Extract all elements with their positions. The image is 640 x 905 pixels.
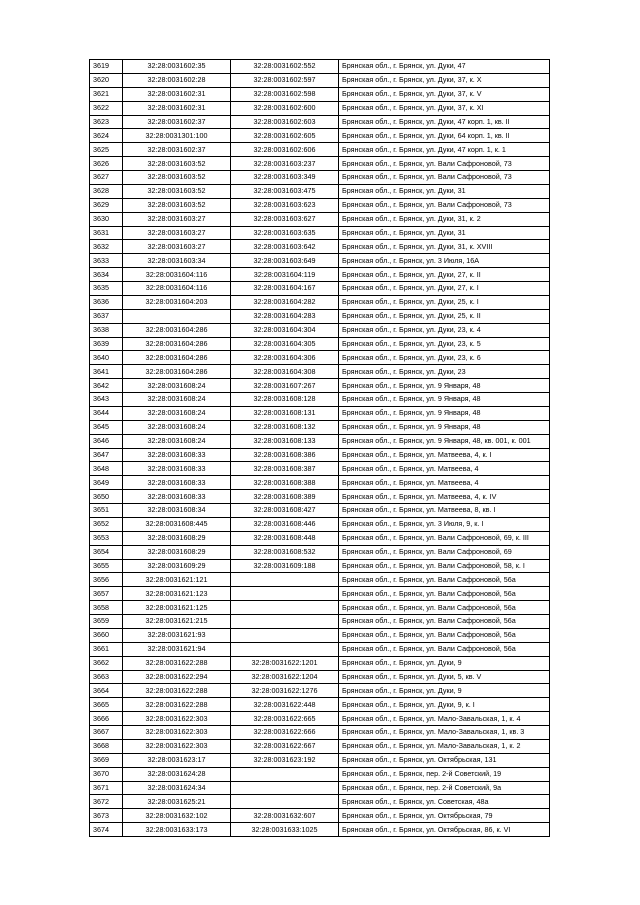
row-number-cell: 3667 xyxy=(90,726,123,740)
building-cadastral-number-cell: 32:28:0031622:1201 xyxy=(231,656,339,670)
row-number-cell: 3663 xyxy=(90,670,123,684)
address-cell: Брянская обл., г. Брянск, пер. 2-й Советский, 9а xyxy=(339,781,550,795)
land-cadastral-number-cell: 32:28:0031603:52 xyxy=(123,171,231,185)
row-number-cell: 3669 xyxy=(90,753,123,767)
row-number-cell: 3665 xyxy=(90,698,123,712)
building-cadastral-number-cell xyxy=(231,795,339,809)
land-cadastral-number-cell: 32:28:0031604:286 xyxy=(123,351,231,365)
row-number-cell: 3643 xyxy=(90,393,123,407)
row-number-cell: 3624 xyxy=(90,129,123,143)
land-cadastral-number-cell: 32:28:0031603:27 xyxy=(123,212,231,226)
address-cell: Брянская обл., г. Брянск, ул. Дуки, 64 корп. 1, кв. II xyxy=(339,129,550,143)
row-number-cell: 3636 xyxy=(90,295,123,309)
building-cadastral-number-cell: 32:28:0031604:304 xyxy=(231,323,339,337)
table-row xyxy=(90,309,550,323)
address-cell: Брянская обл., г. Брянск, ул. Дуки, 27, к. I xyxy=(339,282,550,296)
address-cell: Брянская обл., г. Брянск, ул. Матвеева, 4 xyxy=(339,476,550,490)
table-row xyxy=(90,795,550,809)
land-cadastral-number-cell: 32:28:0031621:215 xyxy=(123,615,231,629)
row-number-cell: 3620 xyxy=(90,73,123,87)
table-row xyxy=(90,87,550,101)
table-row xyxy=(90,434,550,448)
row-number-cell: 3658 xyxy=(90,601,123,615)
building-cadastral-number-cell: 32:28:0031604:305 xyxy=(231,337,339,351)
land-cadastral-number-cell: 32:28:0031608:24 xyxy=(123,393,231,407)
address-cell: Брянская обл., г. Брянск, ул. 9 Января, 48 xyxy=(339,393,550,407)
row-number-cell: 3619 xyxy=(90,60,123,74)
building-cadastral-number-cell: 32:28:0031602:606 xyxy=(231,143,339,157)
table-row xyxy=(90,393,550,407)
address-cell: Брянская обл., г. Брянск, ул. Матвеева, 8, кв. I xyxy=(339,504,550,518)
address-cell: Брянская обл., г. Брянск, ул. Дуки, 5, кв. V xyxy=(339,670,550,684)
table-row xyxy=(90,531,550,545)
row-number-cell: 3642 xyxy=(90,379,123,393)
building-cadastral-number-cell: 32:28:0031622:448 xyxy=(231,698,339,712)
row-number-cell: 3649 xyxy=(90,476,123,490)
table-row xyxy=(90,615,550,629)
address-cell: Брянская обл., г. Брянск, ул. Вали Сафроновой, 58, к. I xyxy=(339,559,550,573)
address-cell: Брянская обл., г. Брянск, ул. 9 Января, 48 xyxy=(339,420,550,434)
table-row xyxy=(90,101,550,115)
address-cell: Брянская обл., г. Брянск, ул. Дуки, 31 xyxy=(339,226,550,240)
land-cadastral-number-cell: 32:28:0031603:27 xyxy=(123,240,231,254)
building-cadastral-number-cell: 32:28:0031604:283 xyxy=(231,309,339,323)
address-cell: Брянская обл., г. Брянск, ул. Дуки, 9 xyxy=(339,656,550,670)
land-cadastral-number-cell: 32:28:0031608:24 xyxy=(123,434,231,448)
building-cadastral-number-cell: 32:28:0031603:237 xyxy=(231,157,339,171)
building-cadastral-number-cell: 32:28:0031608:388 xyxy=(231,476,339,490)
address-cell: Брянская обл., г. Брянск, ул. Мало-Завальская, 1, к. 2 xyxy=(339,739,550,753)
row-number-cell: 3670 xyxy=(90,767,123,781)
land-cadastral-number-cell: 32:28:0031602:37 xyxy=(123,115,231,129)
row-number-cell: 3672 xyxy=(90,795,123,809)
land-cadastral-number-cell: 32:28:0031604:286 xyxy=(123,323,231,337)
row-number-cell: 3625 xyxy=(90,143,123,157)
land-cadastral-number-cell: 32:28:0031622:303 xyxy=(123,739,231,753)
address-cell: Брянская обл., г. Брянск, ул. Дуки, 27, к. II xyxy=(339,268,550,282)
table-row xyxy=(90,351,550,365)
row-number-cell: 3648 xyxy=(90,462,123,476)
building-cadastral-number-cell: 32:28:0031632:607 xyxy=(231,809,339,823)
address-cell: Брянская обл., г. Брянск, ул. 9 Января, 48, кв. 001, к. 001 xyxy=(339,434,550,448)
building-cadastral-number-cell: 32:28:0031608:427 xyxy=(231,504,339,518)
table-row xyxy=(90,781,550,795)
land-cadastral-number-cell: 32:28:0031622:303 xyxy=(123,726,231,740)
land-cadastral-number-cell: 32:28:0031622:294 xyxy=(123,670,231,684)
land-cadastral-number-cell: 32:28:0031623:17 xyxy=(123,753,231,767)
row-number-cell: 3627 xyxy=(90,171,123,185)
land-cadastral-number-cell: 32:28:0031603:52 xyxy=(123,184,231,198)
row-number-cell: 3664 xyxy=(90,684,123,698)
land-cadastral-number-cell: 32:28:0031301:100 xyxy=(123,129,231,143)
building-cadastral-number-cell: 32:28:0031603:642 xyxy=(231,240,339,254)
row-number-cell: 3622 xyxy=(90,101,123,115)
table-row xyxy=(90,545,550,559)
address-cell: Брянская обл., г. Брянск, ул. 3 Июля, 9, к. I xyxy=(339,517,550,531)
address-cell: Брянская обл., г. Брянск, ул. Вали Сафроновой, 56а xyxy=(339,642,550,656)
row-number-cell: 3645 xyxy=(90,420,123,434)
land-cadastral-number-cell: 32:28:0031609:29 xyxy=(123,559,231,573)
table-row xyxy=(90,268,550,282)
address-cell: Брянская обл., г. Брянск, ул. Вали Сафроновой, 56а xyxy=(339,615,550,629)
building-cadastral-number-cell: 32:28:0031608:128 xyxy=(231,393,339,407)
land-cadastral-number-cell: 32:28:0031603:52 xyxy=(123,198,231,212)
building-cadastral-number-cell xyxy=(231,628,339,642)
address-cell: Брянская обл., г. Брянск, ул. Советская, 48а xyxy=(339,795,550,809)
building-cadastral-number-cell: 32:28:0031622:665 xyxy=(231,712,339,726)
address-cell: Брянская обл., г. Брянск, ул. Дуки, 47 корп. 1, к. 1 xyxy=(339,143,550,157)
land-cadastral-number-cell: 32:28:0031624:28 xyxy=(123,767,231,781)
row-number-cell: 3657 xyxy=(90,587,123,601)
address-cell: Брянская обл., г. Брянск, ул. Октябрьская, 131 xyxy=(339,753,550,767)
row-number-cell: 3644 xyxy=(90,406,123,420)
table-row xyxy=(90,184,550,198)
land-cadastral-number-cell: 32:28:0031622:288 xyxy=(123,656,231,670)
building-cadastral-number-cell: 32:28:0031603:475 xyxy=(231,184,339,198)
land-cadastral-number-cell: 32:28:0031602:35 xyxy=(123,60,231,74)
address-cell: Брянская обл., г. Брянск, ул. 9 Января, 48 xyxy=(339,379,550,393)
land-cadastral-number-cell: 32:28:0031625:21 xyxy=(123,795,231,809)
table-row xyxy=(90,739,550,753)
address-cell: Брянская обл., г. Брянск, ул. Вали Сафроновой, 73 xyxy=(339,157,550,171)
row-number-cell: 3637 xyxy=(90,309,123,323)
address-cell: Брянская обл., г. Брянск, ул. Октябрьская, 86, к. VI xyxy=(339,823,550,837)
building-cadastral-number-cell: 32:28:0031604:119 xyxy=(231,268,339,282)
address-cell: Брянская обл., г. Брянск, ул. Вали Сафроновой, 73 xyxy=(339,198,550,212)
row-number-cell: 3635 xyxy=(90,282,123,296)
row-number-cell: 3671 xyxy=(90,781,123,795)
address-cell: Брянская обл., г. Брянск, ул. Матвеева, 4, к. I xyxy=(339,448,550,462)
building-cadastral-number-cell: 32:28:0031602:598 xyxy=(231,87,339,101)
land-cadastral-number-cell: 32:28:0031621:125 xyxy=(123,601,231,615)
row-number-cell: 3626 xyxy=(90,157,123,171)
land-cadastral-number-cell: 32:28:0031622:288 xyxy=(123,684,231,698)
table-row xyxy=(90,282,550,296)
land-cadastral-number-cell: 32:28:0031608:34 xyxy=(123,504,231,518)
table-row xyxy=(90,726,550,740)
table-row xyxy=(90,240,550,254)
building-cadastral-number-cell: 32:28:0031633:1025 xyxy=(231,823,339,837)
row-number-cell: 3662 xyxy=(90,656,123,670)
building-cadastral-number-cell: 32:28:0031602:597 xyxy=(231,73,339,87)
row-number-cell: 3650 xyxy=(90,490,123,504)
row-number-cell: 3666 xyxy=(90,712,123,726)
address-cell: Брянская обл., г. Брянск, ул. 9 Января, 48 xyxy=(339,406,550,420)
row-number-cell: 3652 xyxy=(90,517,123,531)
address-cell: Брянская обл., г. Брянск, ул. Дуки, 47 xyxy=(339,60,550,74)
land-cadastral-number-cell: 32:28:0031608:24 xyxy=(123,420,231,434)
address-cell: Брянская обл., г. Брянск, ул. Октябрьская, 79 xyxy=(339,809,550,823)
table-row xyxy=(90,573,550,587)
building-cadastral-number-cell: 32:28:0031608:448 xyxy=(231,531,339,545)
table-row xyxy=(90,476,550,490)
row-number-cell: 3631 xyxy=(90,226,123,240)
table-row xyxy=(90,753,550,767)
building-cadastral-number-cell: 32:28:0031603:649 xyxy=(231,254,339,268)
row-number-cell: 3646 xyxy=(90,434,123,448)
registry-table-body xyxy=(90,60,550,837)
table-row xyxy=(90,379,550,393)
land-cadastral-number-cell: 32:28:0031621:121 xyxy=(123,573,231,587)
land-cadastral-number-cell: 32:28:0031608:29 xyxy=(123,545,231,559)
address-cell: Брянская обл., г. Брянск, ул. Мало-Завальская, 1, к. 4 xyxy=(339,712,550,726)
address-cell: Брянская обл., г. Брянск, пер. 2-й Советский, 19 xyxy=(339,767,550,781)
table-row xyxy=(90,448,550,462)
row-number-cell: 3640 xyxy=(90,351,123,365)
row-number-cell: 3632 xyxy=(90,240,123,254)
table-row xyxy=(90,642,550,656)
property-registry-table xyxy=(89,59,550,837)
land-cadastral-number-cell: 32:28:0031622:303 xyxy=(123,712,231,726)
building-cadastral-number-cell: 32:28:0031608:133 xyxy=(231,434,339,448)
building-cadastral-number-cell xyxy=(231,587,339,601)
building-cadastral-number-cell: 32:28:0031608:532 xyxy=(231,545,339,559)
land-cadastral-number-cell: 32:28:0031632:102 xyxy=(123,809,231,823)
address-cell: Брянская обл., г. Брянск, ул. Вали Сафроновой, 56а xyxy=(339,628,550,642)
row-number-cell: 3629 xyxy=(90,198,123,212)
table-row xyxy=(90,684,550,698)
address-cell: Брянская обл., г. Брянск, ул. Вали Сафроновой, 56а xyxy=(339,587,550,601)
address-cell: Брянская обл., г. Брянск, ул. Вали Сафроновой, 73 xyxy=(339,171,550,185)
row-number-cell: 3651 xyxy=(90,504,123,518)
building-cadastral-number-cell xyxy=(231,781,339,795)
address-cell: Брянская обл., г. Брянск, ул. Дуки, 37, к. XI xyxy=(339,101,550,115)
building-cadastral-number-cell: 32:28:0031602:600 xyxy=(231,101,339,115)
building-cadastral-number-cell: 32:28:0031608:387 xyxy=(231,462,339,476)
table-row xyxy=(90,254,550,268)
land-cadastral-number-cell: 32:28:0031608:33 xyxy=(123,476,231,490)
table-row xyxy=(90,823,550,837)
address-cell: Брянская обл., г. Брянск, ул. Дуки, 31, к. XVIII xyxy=(339,240,550,254)
building-cadastral-number-cell: 32:28:0031603:627 xyxy=(231,212,339,226)
table-row xyxy=(90,809,550,823)
table-row xyxy=(90,587,550,601)
table-row xyxy=(90,60,550,74)
address-cell: Брянская обл., г. Брянск, ул. Дуки, 37, к. V xyxy=(339,87,550,101)
table-row xyxy=(90,490,550,504)
building-cadastral-number-cell: 32:28:0031622:1204 xyxy=(231,670,339,684)
land-cadastral-number-cell xyxy=(123,309,231,323)
address-cell: Брянская обл., г. Брянск, ул. Дуки, 31 xyxy=(339,184,550,198)
land-cadastral-number-cell: 32:28:0031633:173 xyxy=(123,823,231,837)
building-cadastral-number-cell: 32:28:0031608:131 xyxy=(231,406,339,420)
address-cell: Брянская обл., г. Брянск, ул. Дуки, 37, к. X xyxy=(339,73,550,87)
building-cadastral-number-cell xyxy=(231,601,339,615)
address-cell: Брянская обл., г. Брянск, ул. Вали Сафроновой, 56а xyxy=(339,573,550,587)
table-row xyxy=(90,406,550,420)
building-cadastral-number-cell: 32:28:0031602:605 xyxy=(231,129,339,143)
building-cadastral-number-cell: 32:28:0031623:192 xyxy=(231,753,339,767)
table-row xyxy=(90,601,550,615)
row-number-cell: 3641 xyxy=(90,365,123,379)
land-cadastral-number-cell: 32:28:0031621:123 xyxy=(123,587,231,601)
land-cadastral-number-cell: 32:28:0031603:27 xyxy=(123,226,231,240)
row-number-cell: 3639 xyxy=(90,337,123,351)
row-number-cell: 3623 xyxy=(90,115,123,129)
land-cadastral-number-cell: 32:28:0031604:286 xyxy=(123,337,231,351)
table-row xyxy=(90,143,550,157)
building-cadastral-number-cell: 32:28:0031603:349 xyxy=(231,171,339,185)
building-cadastral-number-cell: 32:28:0031603:623 xyxy=(231,198,339,212)
building-cadastral-number-cell: 32:28:0031607:267 xyxy=(231,379,339,393)
row-number-cell: 3638 xyxy=(90,323,123,337)
row-number-cell: 3628 xyxy=(90,184,123,198)
table-row xyxy=(90,198,550,212)
address-cell: Брянская обл., г. Брянск, ул. Дуки, 23 xyxy=(339,365,550,379)
building-cadastral-number-cell: 32:28:0031609:188 xyxy=(231,559,339,573)
land-cadastral-number-cell: 32:28:0031608:29 xyxy=(123,531,231,545)
land-cadastral-number-cell: 32:28:0031604:203 xyxy=(123,295,231,309)
row-number-cell: 3654 xyxy=(90,545,123,559)
land-cadastral-number-cell: 32:28:0031602:31 xyxy=(123,87,231,101)
table-row xyxy=(90,420,550,434)
building-cadastral-number-cell: 32:28:0031608:389 xyxy=(231,490,339,504)
row-number-cell: 3653 xyxy=(90,531,123,545)
building-cadastral-number-cell: 32:28:0031603:635 xyxy=(231,226,339,240)
land-cadastral-number-cell: 32:28:0031608:24 xyxy=(123,406,231,420)
building-cadastral-number-cell: 32:28:0031608:386 xyxy=(231,448,339,462)
table-row xyxy=(90,559,550,573)
building-cadastral-number-cell xyxy=(231,615,339,629)
land-cadastral-number-cell: 32:28:0031602:31 xyxy=(123,101,231,115)
address-cell: Брянская обл., г. Брянск, ул. Дуки, 23, к. 5 xyxy=(339,337,550,351)
table-row xyxy=(90,323,550,337)
address-cell: Брянская обл., г. Брянск, ул. Матвеева, 4 xyxy=(339,462,550,476)
table-row xyxy=(90,365,550,379)
table-row xyxy=(90,712,550,726)
table-row xyxy=(90,656,550,670)
address-cell: Брянская обл., г. Брянск, ул. Матвеева, 4, к. IV xyxy=(339,490,550,504)
row-number-cell: 3661 xyxy=(90,642,123,656)
row-number-cell: 3660 xyxy=(90,628,123,642)
building-cadastral-number-cell xyxy=(231,573,339,587)
table-row xyxy=(90,115,550,129)
address-cell: Брянская обл., г. Брянск, ул. Дуки, 25, к. II xyxy=(339,309,550,323)
table-row xyxy=(90,295,550,309)
address-cell: Брянская обл., г. Брянск, ул. Вали Сафроновой, 69 xyxy=(339,545,550,559)
land-cadastral-number-cell: 32:28:0031608:33 xyxy=(123,448,231,462)
row-number-cell: 3668 xyxy=(90,739,123,753)
row-number-cell: 3656 xyxy=(90,573,123,587)
land-cadastral-number-cell: 32:28:0031604:286 xyxy=(123,365,231,379)
land-cadastral-number-cell: 32:28:0031621:93 xyxy=(123,628,231,642)
land-cadastral-number-cell: 32:28:0031604:116 xyxy=(123,282,231,296)
land-cadastral-number-cell: 32:28:0031604:116 xyxy=(123,268,231,282)
address-cell: Брянская обл., г. Брянск, ул. Вали Сафроновой, 69, к. III xyxy=(339,531,550,545)
building-cadastral-number-cell xyxy=(231,767,339,781)
table-row xyxy=(90,212,550,226)
table-row xyxy=(90,337,550,351)
building-cadastral-number-cell: 32:28:0031602:603 xyxy=(231,115,339,129)
land-cadastral-number-cell: 32:28:0031602:28 xyxy=(123,73,231,87)
building-cadastral-number-cell: 32:28:0031622:667 xyxy=(231,739,339,753)
land-cadastral-number-cell: 32:28:0031622:288 xyxy=(123,698,231,712)
row-number-cell: 3634 xyxy=(90,268,123,282)
table-row xyxy=(90,157,550,171)
table-row xyxy=(90,767,550,781)
building-cadastral-number-cell: 32:28:0031608:132 xyxy=(231,420,339,434)
building-cadastral-number-cell: 32:28:0031622:1276 xyxy=(231,684,339,698)
address-cell: Брянская обл., г. Брянск, ул. Дуки, 25, к. I xyxy=(339,295,550,309)
address-cell: Брянская обл., г. Брянск, ул. Мало-Завальская, 1, кв. 3 xyxy=(339,726,550,740)
table-row xyxy=(90,670,550,684)
address-cell: Брянская обл., г. Брянск, ул. Дуки, 9, к. I xyxy=(339,698,550,712)
row-number-cell: 3621 xyxy=(90,87,123,101)
address-cell: Брянская обл., г. Брянск, ул. Дуки, 31, к. 2 xyxy=(339,212,550,226)
address-cell: Брянская обл., г. Брянск, ул. Дуки, 47 корп. 1, кв. II xyxy=(339,115,550,129)
building-cadastral-number-cell xyxy=(231,642,339,656)
building-cadastral-number-cell: 32:28:0031604:306 xyxy=(231,351,339,365)
land-cadastral-number-cell: 32:28:0031624:34 xyxy=(123,781,231,795)
table-row xyxy=(90,504,550,518)
row-number-cell: 3659 xyxy=(90,615,123,629)
row-number-cell: 3633 xyxy=(90,254,123,268)
building-cadastral-number-cell: 32:28:0031622:666 xyxy=(231,726,339,740)
table-row xyxy=(90,226,550,240)
table-row xyxy=(90,171,550,185)
table-row xyxy=(90,462,550,476)
address-cell: Брянская обл., г. Брянск, ул. 3 Июля, 16А xyxy=(339,254,550,268)
building-cadastral-number-cell: 32:28:0031604:282 xyxy=(231,295,339,309)
address-cell: Брянская обл., г. Брянск, ул. Дуки, 9 xyxy=(339,684,550,698)
land-cadastral-number-cell: 32:28:0031603:52 xyxy=(123,157,231,171)
row-number-cell: 3673 xyxy=(90,809,123,823)
land-cadastral-number-cell: 32:28:0031608:33 xyxy=(123,490,231,504)
table-row xyxy=(90,73,550,87)
row-number-cell: 3655 xyxy=(90,559,123,573)
building-cadastral-number-cell: 32:28:0031604:308 xyxy=(231,365,339,379)
address-cell: Брянская обл., г. Брянск, ул. Вали Сафроновой, 56а xyxy=(339,601,550,615)
building-cadastral-number-cell: 32:28:0031602:552 xyxy=(231,60,339,74)
land-cadastral-number-cell: 32:28:0031608:24 xyxy=(123,379,231,393)
table-row xyxy=(90,517,550,531)
land-cadastral-number-cell: 32:28:0031603:34 xyxy=(123,254,231,268)
land-cadastral-number-cell: 32:28:0031608:33 xyxy=(123,462,231,476)
building-cadastral-number-cell: 32:28:0031604:167 xyxy=(231,282,339,296)
land-cadastral-number-cell: 32:28:0031621:94 xyxy=(123,642,231,656)
building-cadastral-number-cell: 32:28:0031608:446 xyxy=(231,517,339,531)
row-number-cell: 3630 xyxy=(90,212,123,226)
address-cell: Брянская обл., г. Брянск, ул. Дуки, 23, к. 6 xyxy=(339,351,550,365)
land-cadastral-number-cell: 32:28:0031608:445 xyxy=(123,517,231,531)
row-number-cell: 3674 xyxy=(90,823,123,837)
table-row xyxy=(90,129,550,143)
address-cell: Брянская обл., г. Брянск, ул. Дуки, 23, к. 4 xyxy=(339,323,550,337)
land-cadastral-number-cell: 32:28:0031602:37 xyxy=(123,143,231,157)
table-row xyxy=(90,628,550,642)
table-row xyxy=(90,698,550,712)
row-number-cell: 3647 xyxy=(90,448,123,462)
